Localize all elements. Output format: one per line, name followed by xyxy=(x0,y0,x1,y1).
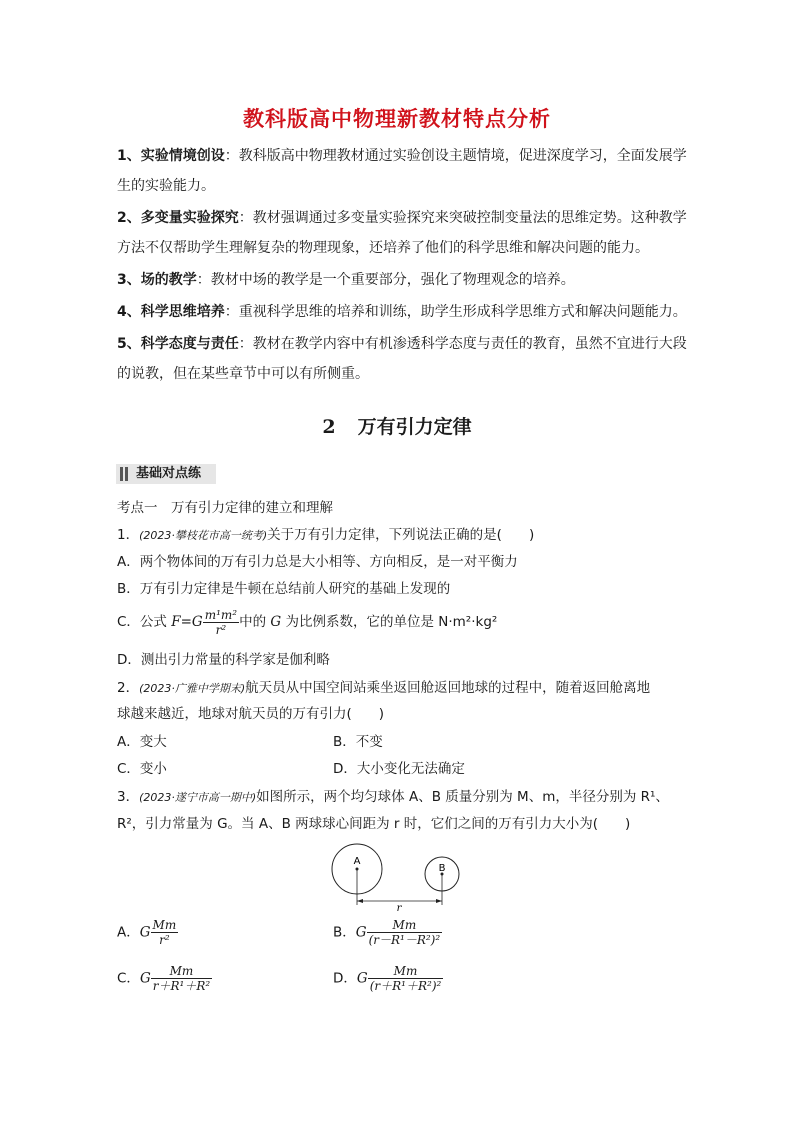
intro-item: 3、场的教学：教材中场的教学是一个重要部分，强化了物理观念的培养。 xyxy=(117,272,575,288)
topic-heading: 考点一 万有引力定律的建立和理解 xyxy=(117,500,333,516)
q3-option-a[interactable]: A．G $\frac{Mm}{\text{r²}}$ xyxy=(117,918,177,947)
question-3-stem-cont: R²，引力常量为 G。当 A、B 两球球心间距为 r 时，它们之间的万有引力大小为( ) xyxy=(117,816,631,832)
question-source: (2023·攀枝花市高一统考) xyxy=(139,529,268,542)
two-spheres-figure xyxy=(325,843,475,913)
page-title: 教科版高中物理新教材特点分析 xyxy=(243,107,551,131)
question-3-stem: 3．(2023·遂宁市高一期中)如图所示，两个均匀球体 A、B 质量分别为 M、m，半径分别为 R¹、 xyxy=(117,789,669,805)
intro-list xyxy=(117,141,693,389)
q2-option-a[interactable]: A．变大 xyxy=(117,734,167,750)
q1-option-d[interactable]: D．测出引力常量的科学家是伽利略 xyxy=(117,652,330,668)
intro-item: 5、科学态度与责任：教材在教学内容中有机渗透科学态度与责任的教育，虽然不宜进行大段的说教，但在某些章节中可以有所侧重。 xyxy=(117,336,687,382)
banner-label: 基础对点练 xyxy=(136,466,202,481)
label-r: r xyxy=(396,903,402,913)
intro-item: 4、科学思维培养：重视科学思维的培养和训练，助学生形成科学思维方式和解决问题能力。 xyxy=(117,304,687,320)
intro-item: 1、实验情境创设：教科版高中物理教材通过实验创设主题情境，促进深度学习，全面发展学生的实验能力。 xyxy=(117,148,687,194)
arrow-left-icon xyxy=(357,899,363,903)
intro-item: 2、多变量实验探究：教材强调通过多变量实验探究来突破控制变量法的思维定势。这种教学方法不仅帮助学生理解复杂的物理现象，还培养了他们的科学思维和解决问题的能力。 xyxy=(117,210,687,256)
label-b: B xyxy=(438,863,446,874)
q1-option-c[interactable]: C．公式 F=G $\frac{\text{m¹m²}}{\text{r²}}$ 中的 G 为比例系数，它的单位是 N·m²·kg² xyxy=(117,607,498,637)
banner-bar xyxy=(120,467,123,481)
question-source: (2023·广雅中学期末) xyxy=(139,682,246,695)
q1-option-a[interactable]: A．两个物体间的万有引力总是大小相等、方向相反，是一对平衡力 xyxy=(117,554,518,570)
question-2-stem-cont: 球越来越近，地球对航天员的万有引力( ) xyxy=(117,706,385,722)
section-number: 2 xyxy=(322,416,336,438)
q3-option-c[interactable]: C．G $\frac{Mm}{\text{r＋R¹＋R²}}$ xyxy=(117,964,211,993)
question-1-stem: 1．(2023·攀枝花市高一统考)关于万有引力定律，下列说法正确的是( ) xyxy=(117,527,535,543)
question-2-stem: 2．(2023·广雅中学期末)航天员从中国空间站乘坐返回舱返回地球的过程中，随着返回舱离地 xyxy=(117,680,651,696)
q2-option-c[interactable]: C．变小 xyxy=(117,761,167,777)
banner-bar xyxy=(125,467,128,481)
label-a: A xyxy=(353,856,361,867)
exercise-banner xyxy=(116,464,216,484)
question-source: (2023·遂宁市高一期中) xyxy=(139,791,257,804)
formula-fraction: $\frac{\text{m¹m²}}{\text{r²}}$ xyxy=(204,607,238,637)
q3-option-b[interactable]: B．G $\frac{Mm}{\text{(r－R¹－R²)²}}$ xyxy=(333,918,441,947)
arrow-right-icon xyxy=(436,899,442,903)
section-title xyxy=(0,412,794,439)
section-name: 万有引力定律 xyxy=(357,416,472,438)
q2-option-b[interactable]: B．不变 xyxy=(333,734,383,750)
q1-option-b[interactable]: B．万有引力定律是牛顿在总结前人研究的基础上发现的 xyxy=(117,581,451,597)
q2-option-d[interactable]: D．大小变化无法确定 xyxy=(333,761,465,777)
q3-option-d[interactable]: D．G $\frac{Mm}{\text{(r＋R¹＋R²)²}}$ xyxy=(333,964,442,993)
